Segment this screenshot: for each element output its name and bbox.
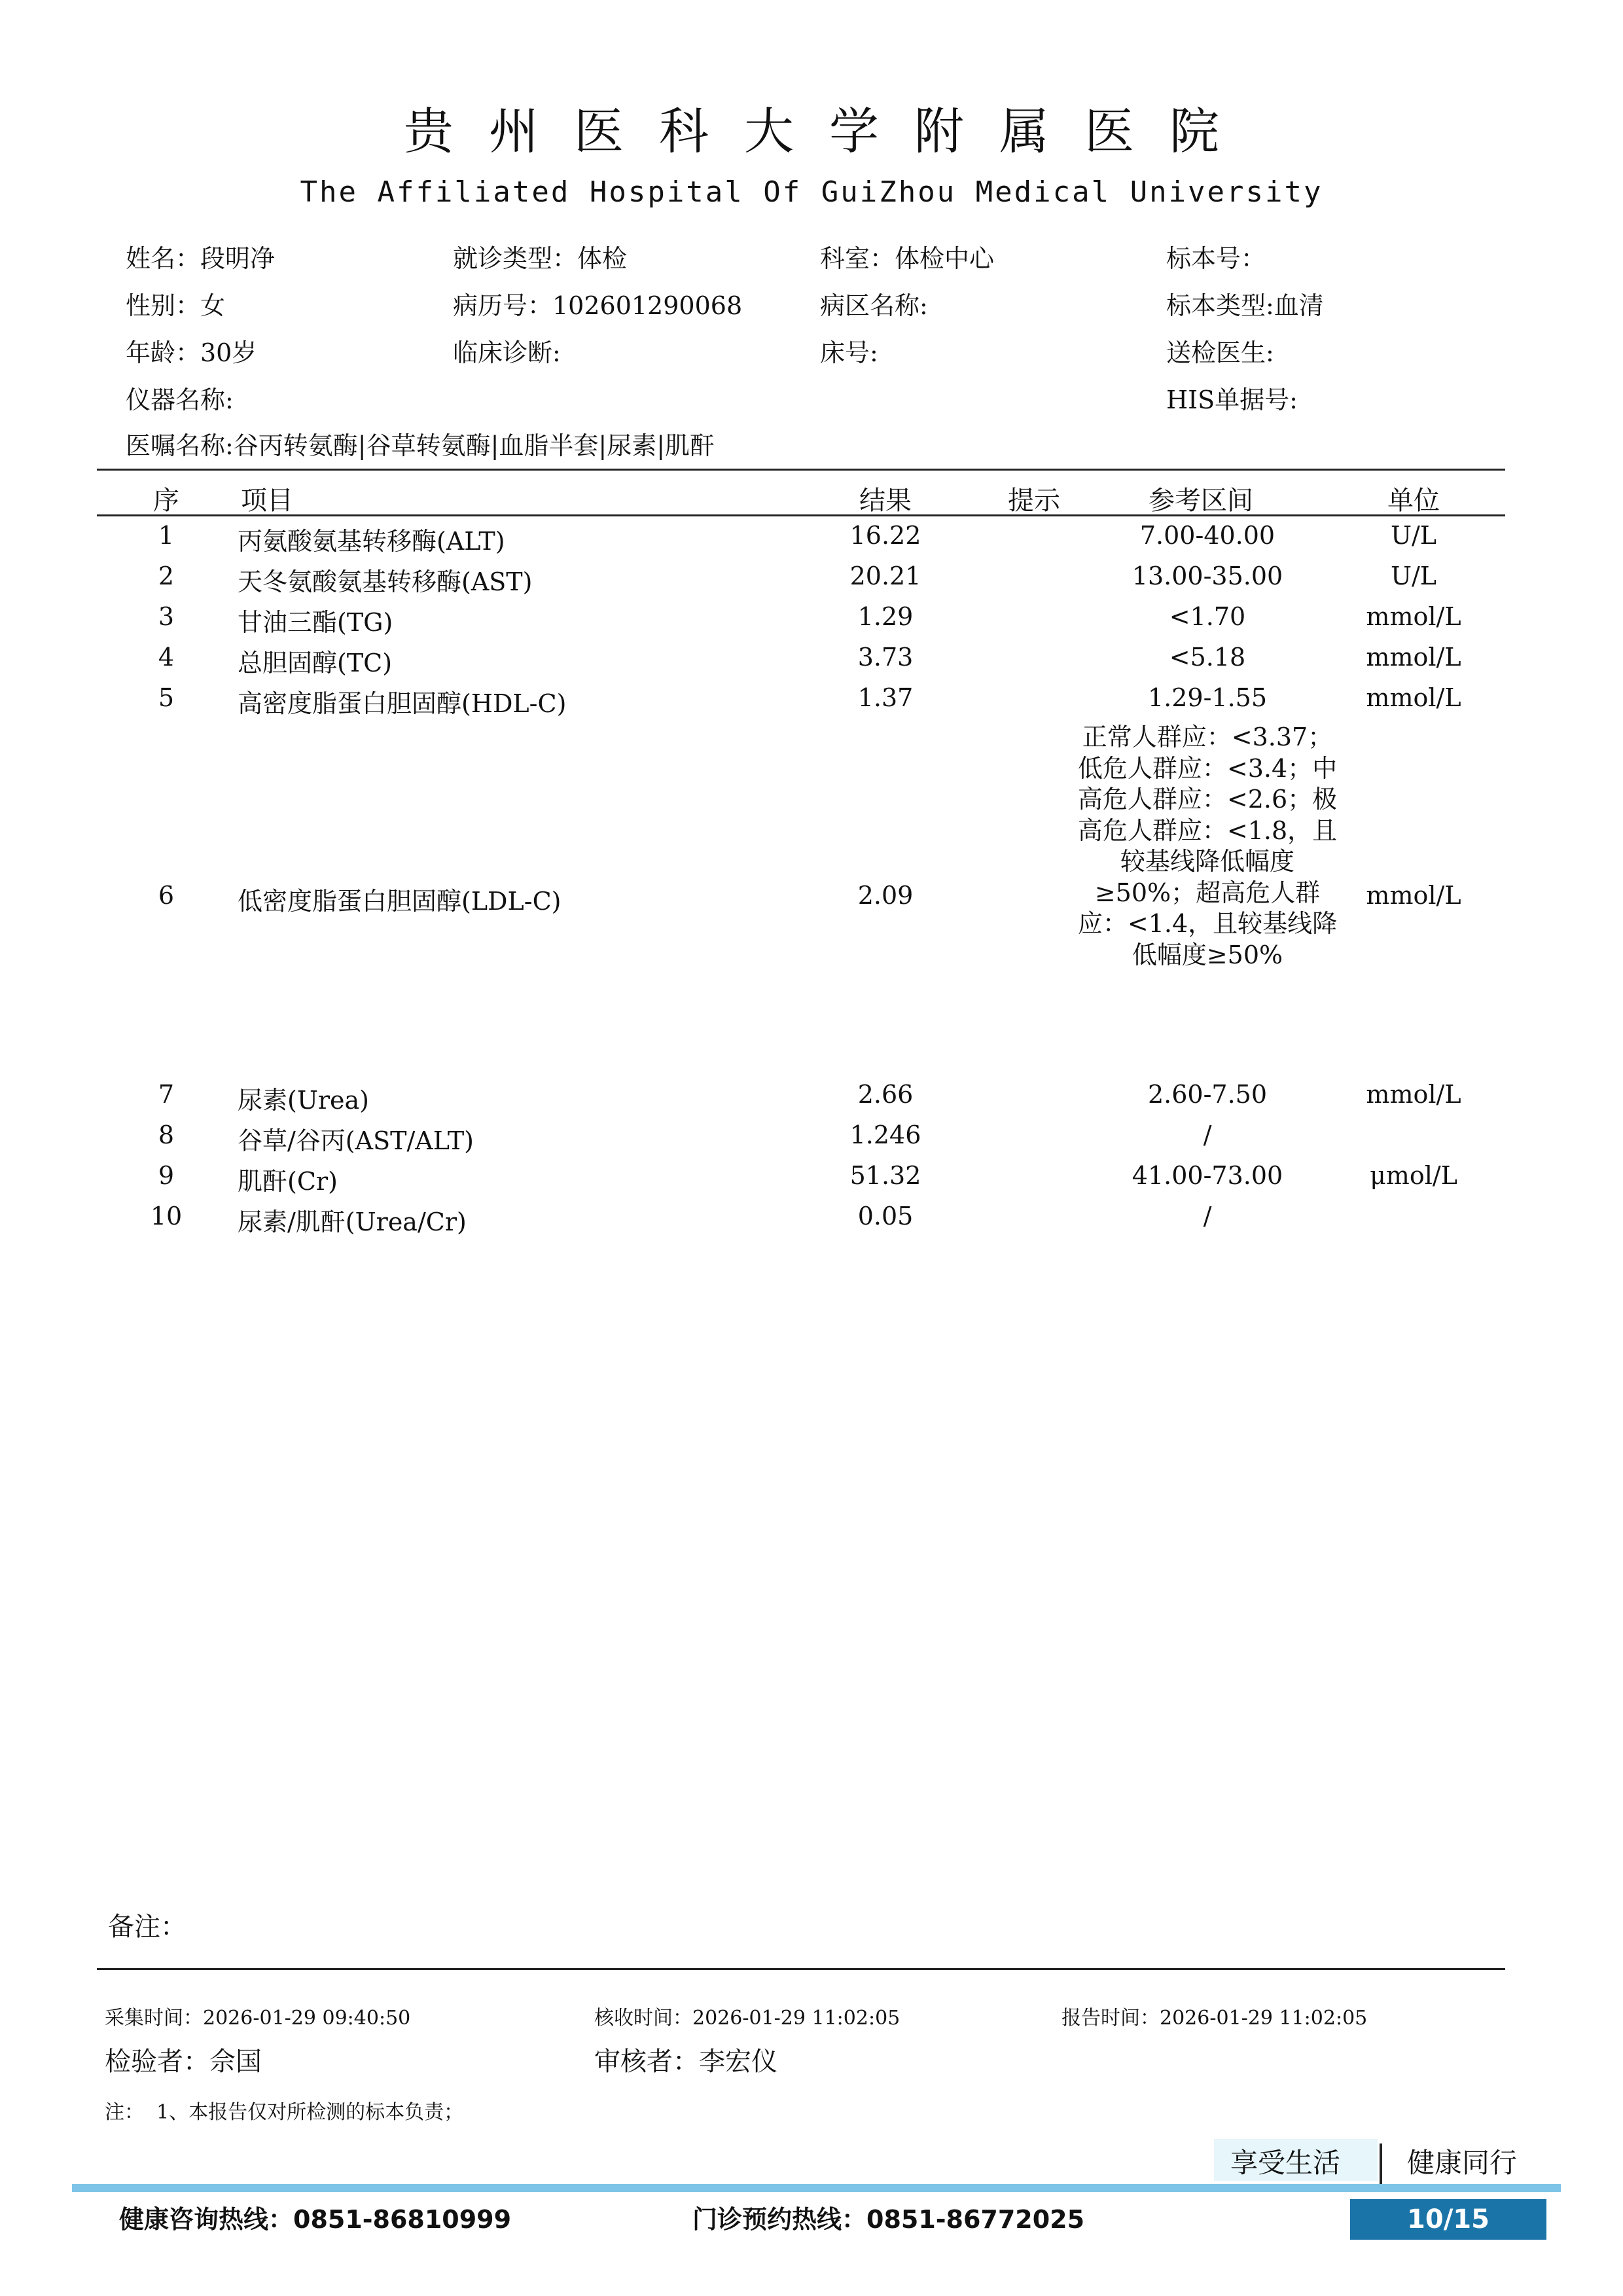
footer-bar (72, 2184, 1561, 2192)
hospital-title-en: The Affiliated Hospital Of GuiZhou Medical University (300, 175, 1323, 209)
row-8-ref: / (1203, 1121, 1212, 1149)
reviewer: 审核者：李宏仪 (594, 2047, 777, 2077)
header-seq: 序 (153, 486, 179, 516)
slogan-left: 享受生活 (1230, 2147, 1341, 2179)
row-2-result: 20.21 (849, 562, 921, 590)
row-10-seq: 10 (150, 1202, 183, 1230)
patient-gender: 性别：女 (126, 291, 226, 320)
slogan-separator (1380, 2144, 1382, 2184)
row-9-result: 51.32 (849, 1161, 921, 1190)
patient-age: 年龄：30岁 (126, 338, 257, 367)
divider-header (97, 514, 1505, 516)
row-8-seq: 8 (158, 1121, 175, 1149)
row-4-result: 3.73 (857, 643, 914, 672)
row-1-result: 16.22 (849, 521, 921, 550)
referring-doctor: 送检医生: (1166, 338, 1274, 367)
row-10-result: 0.05 (857, 1202, 914, 1230)
row-5-result: 1.37 (857, 683, 914, 712)
row-9-unit: μmol/L (1370, 1161, 1457, 1190)
page-number: 10/15 (1350, 2199, 1546, 2240)
row-8-result: 1.246 (849, 1121, 921, 1149)
report-note: 注： 1、本报告仅对所检测的标本负责； (105, 2101, 464, 2124)
hospital-title-cn: 贵州医科大学附属医院 (404, 102, 1255, 160)
divider-bottom (97, 1968, 1505, 1970)
tester: 检验者：佘国 (105, 2047, 262, 2077)
header-hint: 提示 (1008, 486, 1060, 516)
row-2-unit: U/L (1390, 562, 1437, 590)
row-3-item: 甘油三酯(TG) (238, 608, 393, 637)
row-9-seq: 9 (158, 1161, 175, 1190)
specimen-type: 标本类型:血清 (1166, 291, 1324, 320)
visit-type: 就诊类型：体检 (453, 244, 628, 273)
row-7-seq: 7 (158, 1080, 175, 1109)
row-4-seq: 4 (158, 643, 175, 672)
row-4-ref: <5.18 (1169, 643, 1246, 672)
row-6-item: 低密度脂蛋白胆固醇(LDL-C) (238, 887, 562, 916)
row-1-ref: 7.00-40.00 (1139, 521, 1275, 550)
row-5-seq: 5 (158, 683, 175, 712)
row-10-ref: / (1203, 1202, 1212, 1230)
row-7-unit: mmol/L (1366, 1080, 1461, 1109)
row-3-result: 1.29 (857, 602, 914, 631)
row-7-item: 尿素(Urea) (238, 1086, 369, 1115)
header-item: 项目 (241, 486, 293, 516)
row-2-item: 天冬氨酸氨基转移酶(AST) (238, 567, 533, 596)
collect-time: 采集时间：2026-01-29 09:40:50 (105, 2007, 411, 2030)
row-3-seq: 3 (158, 602, 175, 631)
row-6-unit: mmol/L (1366, 881, 1461, 910)
row-1-item: 丙氨酸氨基转移酶(ALT) (238, 527, 505, 556)
patient-name: 姓名：段明净 (126, 244, 276, 273)
ward-name: 病区名称: (820, 291, 928, 320)
report-time: 报告时间：2026-01-29 11:02:05 (1061, 2007, 1368, 2030)
row-10-item: 尿素/肌酐(Urea/Cr) (238, 1208, 467, 1236)
row-9-item: 肌酐(Cr) (238, 1167, 338, 1196)
receive-time: 核收时间：2026-01-29 11:02:05 (594, 2007, 901, 2030)
row-6-ref: 正常人群应：<3.37；低危人群应：<3.4；中高危人群应：<2.6；极高危人群应：<1.8，且较基线降低幅度≥50%；超高危人群应：<1.4，且较基线降低幅度≥50% (1077, 723, 1338, 969)
row-6-seq: 6 (158, 881, 175, 910)
header-ref: 参考区间 (1149, 486, 1253, 516)
clinic-hotline: 门诊预约热线：0851-86772025 (692, 2205, 1085, 2234)
row-3-ref: <1.70 (1169, 602, 1246, 631)
instrument-name: 仪器名称: (126, 386, 234, 414)
row-8-item: 谷草/谷丙(AST/ALT) (238, 1126, 474, 1155)
row-3-unit: mmol/L (1366, 602, 1461, 631)
row-9-ref: 41.00-73.00 (1132, 1161, 1283, 1190)
order-name: 医嘱名称:谷丙转氨酶|谷草转氨酶|血脂半套|尿素|肌酐 (126, 431, 715, 460)
row-5-ref: 1.29-1.55 (1147, 683, 1268, 712)
row-2-ref: 13.00-35.00 (1132, 562, 1283, 590)
row-1-unit: U/L (1390, 521, 1437, 550)
row-2-seq: 2 (158, 562, 175, 590)
row-7-result: 2.66 (857, 1080, 914, 1109)
health-hotline: 健康咨询热线：0851-86810999 (119, 2205, 512, 2234)
department: 科室：体检中心 (820, 244, 995, 273)
row-4-item: 总胆固醇(TC) (238, 649, 393, 677)
row-1-seq: 1 (158, 521, 175, 550)
clinical-diagnosis: 临床诊断: (453, 338, 561, 367)
row-6-result: 2.09 (857, 881, 914, 910)
slogan-right: 健康同行 (1407, 2147, 1518, 2179)
header-unit: 单位 (1387, 486, 1440, 516)
bed-no: 床号: (820, 338, 878, 367)
header-result: 结果 (859, 486, 912, 516)
record-no: 病历号：102601290068 (453, 291, 743, 320)
row-5-unit: mmol/L (1366, 683, 1461, 712)
remarks-label: 备注： (108, 1912, 187, 1942)
divider-top (97, 469, 1505, 471)
specimen-no: 标本号： (1166, 244, 1266, 273)
row-5-item: 高密度脂蛋白胆固醇(HDL-C) (238, 689, 567, 718)
his-no: HIS单据号: (1166, 386, 1298, 414)
row-7-ref: 2.60-7.50 (1147, 1080, 1268, 1109)
row-4-unit: mmol/L (1366, 643, 1461, 672)
